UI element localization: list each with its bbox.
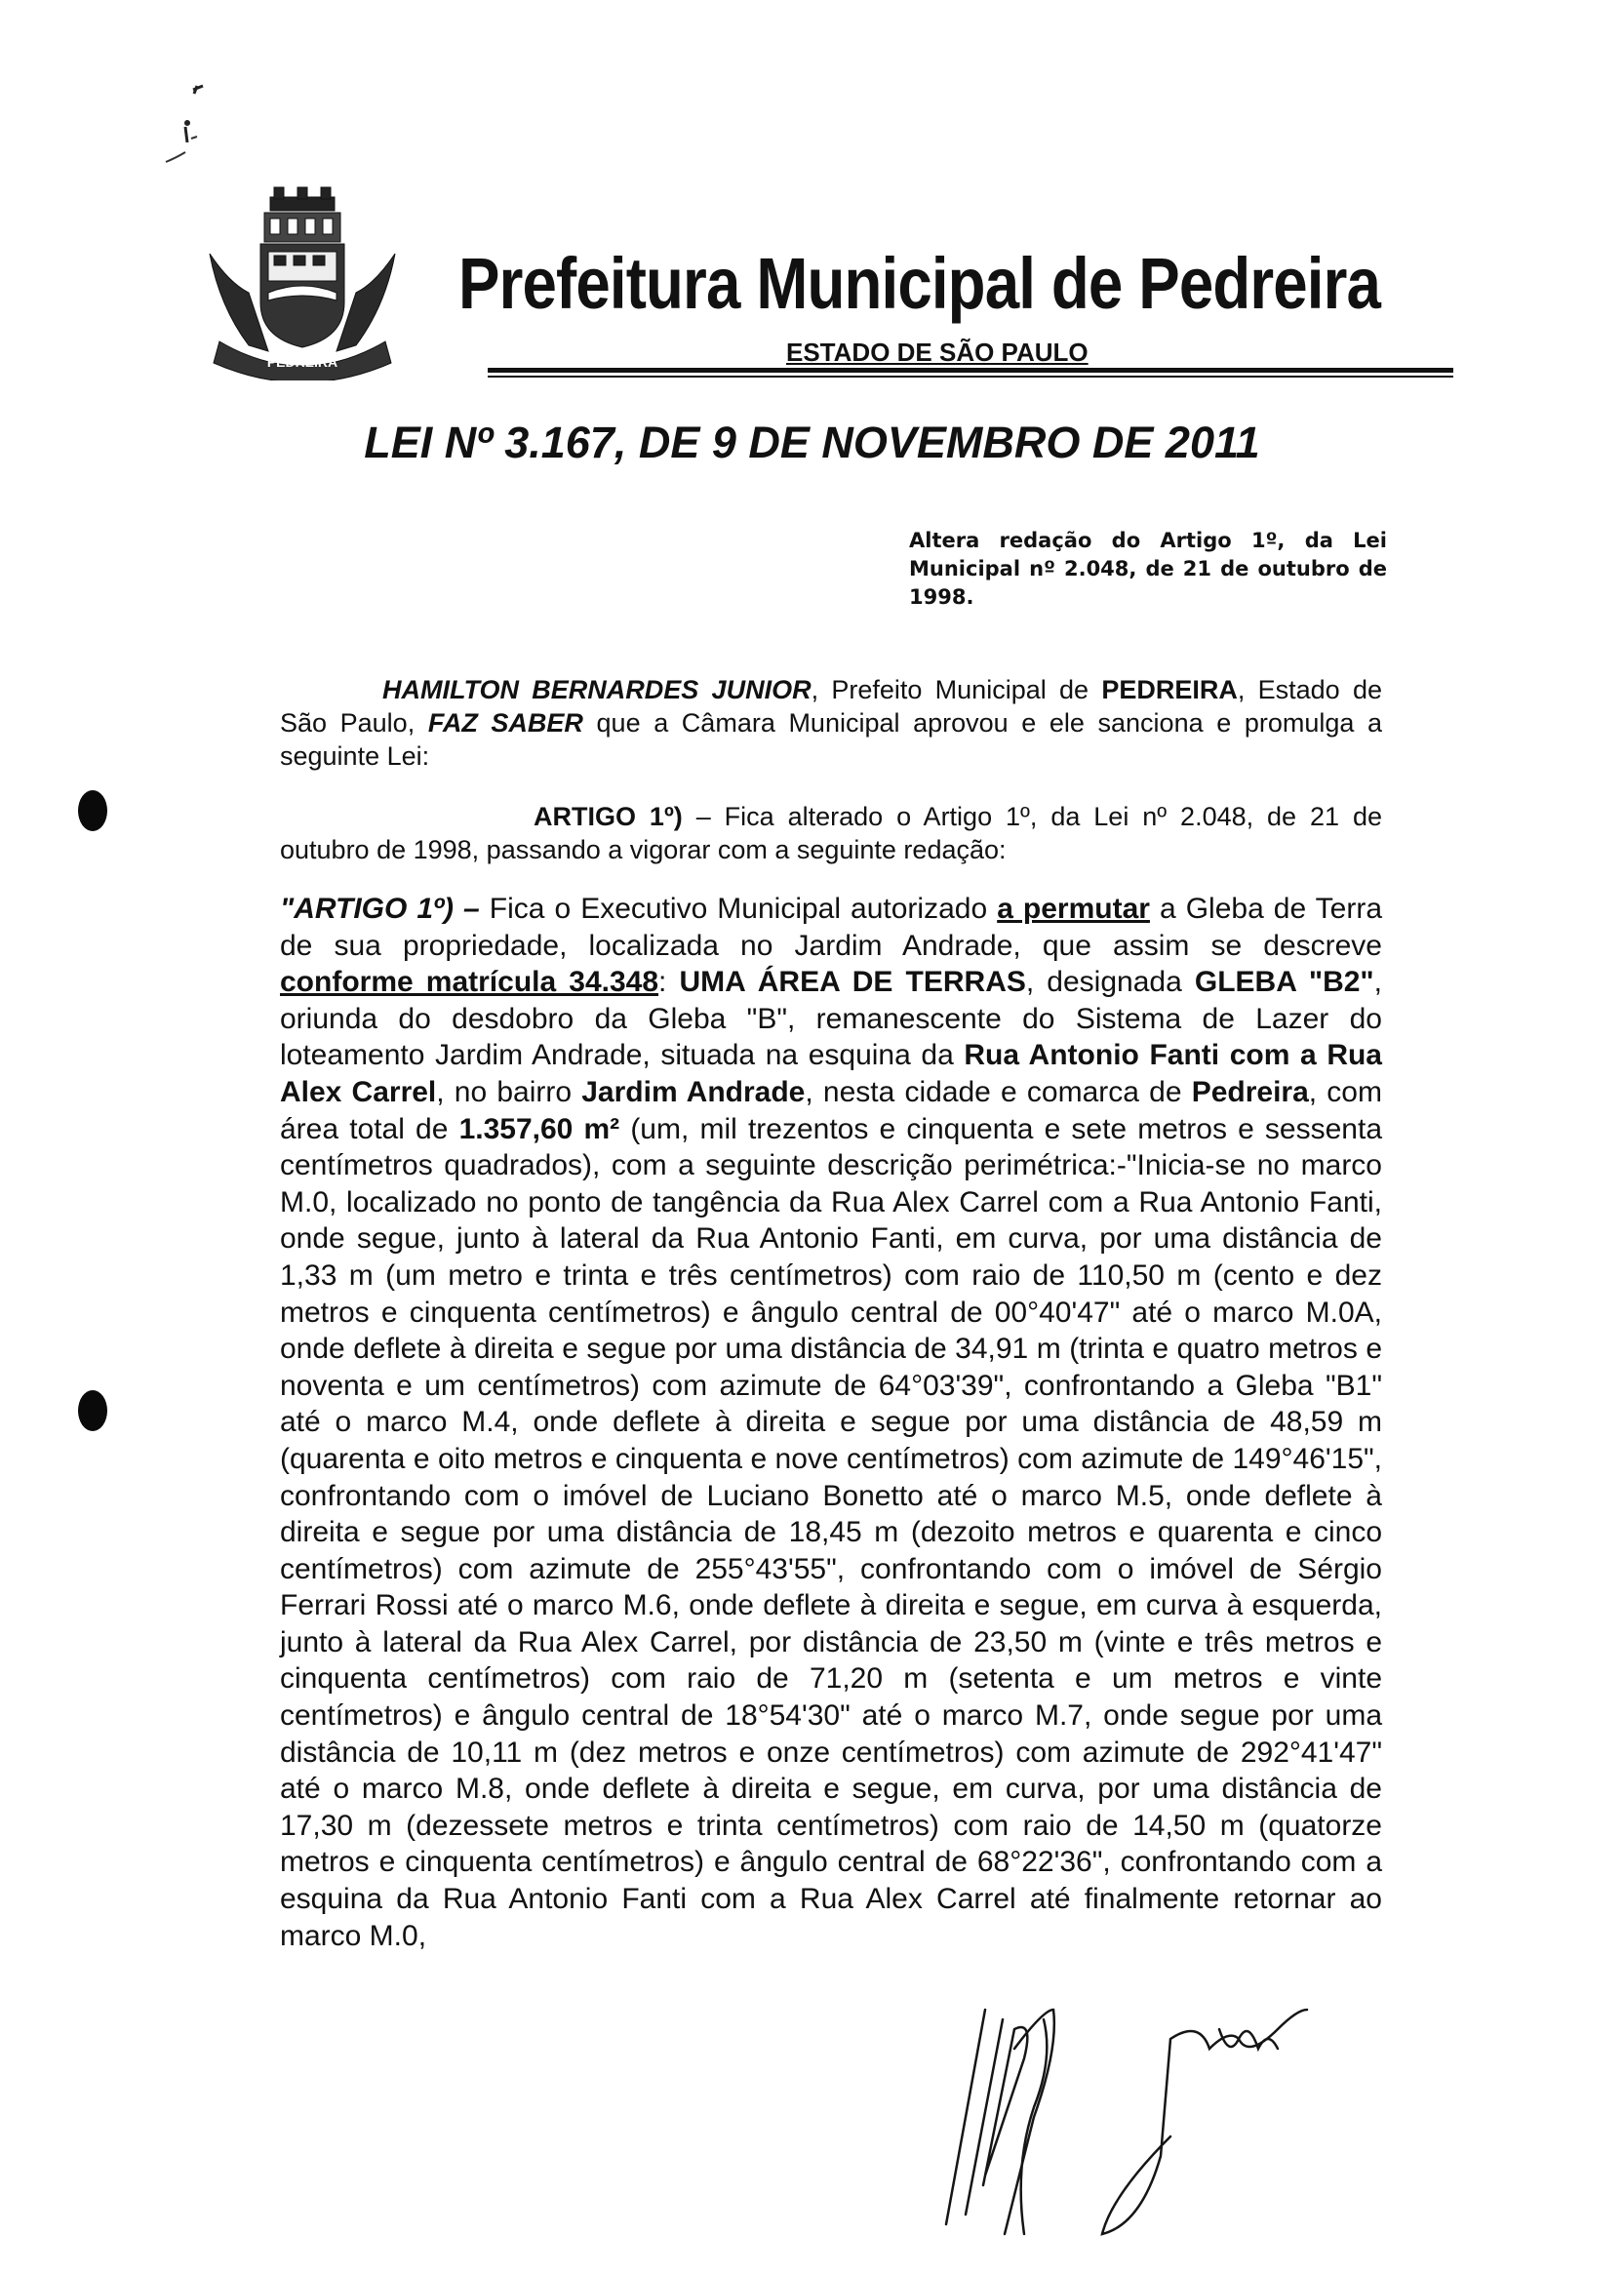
permutar-text: a permutar (997, 893, 1150, 925)
law-ementa: Altera redação do Artigo 1º, da Lei Municipal nº 2.048, de 21 de outubro de 1998. (909, 529, 1387, 609)
matricula-text: conforme matrícula 34.348 (280, 966, 659, 999)
page-title: Prefeitura Municipal de Pedreira (458, 243, 1381, 324)
article-1-paragraph (280, 800, 1382, 866)
main-text-8: , com área total de (280, 1075, 1382, 1145)
comarca-text: Pedreira (1191, 1075, 1309, 1108)
intro-text-1: , Prefeito Municipal de (811, 675, 1102, 704)
ruas-text: Rua Antonio Fanti com a Rua Alex Carrel (280, 1039, 1382, 1108)
main-text-9: (um, mil trezentos e cinquenta e sete metros e sessenta centímetros quadrados), com a seguinte descrição perimétrica:-"Inicia-se no marco M.0, localizado no ponto de tangência da Rua Alex Carrel com a Rua Antonio Fanti, onde segue, junto à lateral da Rua Antonio Fanti, em curva, por uma distância de 1,33 m (um metro e trinta e três centímetros) com raio de 110,50 m (cento e dez metros e cinquenta centímetros) e ângulo central de 00°40'47" até o marco M.0A, onde deflete à direita e segue por uma distância de 34,91 m (trinta e quatro metros e noventa e um centímetros) com azimute de 64°03'39", confrontando a Gleba "B1" até o marco M.4, onde deflete à direita e segue por uma distância de 48,59 m (quarenta e oito metros e cinquenta e nove centímetros) com azimute de 149°46'15", confrontando com o imóvel de Luciano Bonetto até o marco M.5, onde deflete à direita e segue por uma distância de 18,45 m (dezoito metros e quarenta e cinco centímetros) com azimute de 255°43'55", confrontando com o imóvel de Sérgio Ferrari Rossi até o marco M.6, onde deflete à direita e segue, em curva à esquerda, junto à lateral da Rua Alex Carrel, por distância de 23,50 m (vinte e três metros e cinquenta centímetros) com raio de 71,20 m (setenta e um metros e vinte centímetros) e ângulo central de 18°54'30" até o marco M.7, onde segue por uma distância de 10,11 m (dez metros e onze centímetros) com azimute de 292°41'47" até o marco M.8, onde deflete à direita e segue, em curva, por uma distância de 17,30 m (dezessete metros e trinta centímetros) com raio de 14,50 m (quatorze metros e cinquenta centímetros) e ângulo central de 68°22'36", confrontando com a esquina da Rua Antonio Fanti com a Rua Alex Carrel até finalmente retornar ao marco M.0, (280, 1112, 1382, 1952)
intro-paragraph (280, 673, 1382, 773)
article-1-label: ARTIGO 1º) (534, 802, 683, 831)
intro-text-2: , Estado de São Paulo, (280, 675, 1382, 738)
main-text-2: a Gleba de Terra de sua propriedade, localizada no Jardim Andrade, que assim se descreve (280, 893, 1383, 962)
mayor-name: HAMILTON BERNARDES JUNIOR (382, 675, 812, 704)
municipal-coat-of-arms-icon (200, 185, 405, 380)
header-rule-thin (488, 376, 1453, 378)
main-text-3: : (658, 966, 680, 999)
main-text-6: , no bairro (436, 1075, 582, 1108)
gleba-text: GLEBA "B2" (1194, 966, 1374, 999)
main-text-7: , nesta cidade e comarca de (805, 1075, 1192, 1108)
law-title: LEI Nº 3.167, DE 9 DE NOVEMBRO DE 2011 (364, 418, 1260, 467)
crest-motto: PEDREIRA (266, 354, 338, 370)
page-subtitle: ESTADO DE SÃO PAULO (786, 338, 1089, 367)
total-area-text: 1.357,60 m² (458, 1112, 620, 1145)
city-name: PEDREIRA (1101, 675, 1238, 704)
main-text-4: , designada (1025, 966, 1195, 999)
main-text-1: Fica o Executivo Municipal autorizado (479, 893, 998, 925)
main-article-paragraph (280, 891, 1382, 1954)
handwritten-signatures-icon (927, 1990, 1336, 2244)
faz-saber: FAZ SABER (427, 708, 583, 738)
punch-hole (78, 1390, 107, 1431)
header-rule (488, 368, 1453, 373)
main-article-label: "ARTIGO 1º) – (280, 893, 480, 925)
main-text-5: , oriunda do desdobro da Gleba "B", remanescente do Sistema de Lazer do loteamento Jardim Andrade, situada na esquina da (280, 966, 1382, 1072)
bairro-text: Jardim Andrade (581, 1075, 806, 1108)
intro-text-3: que a Câmara Municipal aprovou e ele sanciona e promulga a seguinte Lei: (280, 708, 1383, 771)
article-1-text: – Fica alterado o Artigo 1º, da Lei nº 2.048, de 21 de outubro de 1998, passando a vigorar com a seguinte redação: (280, 802, 1382, 864)
punch-hole (78, 790, 107, 831)
area-text: UMA ÁREA DE TERRAS (679, 966, 1026, 999)
scan-mark-icon (127, 78, 234, 185)
